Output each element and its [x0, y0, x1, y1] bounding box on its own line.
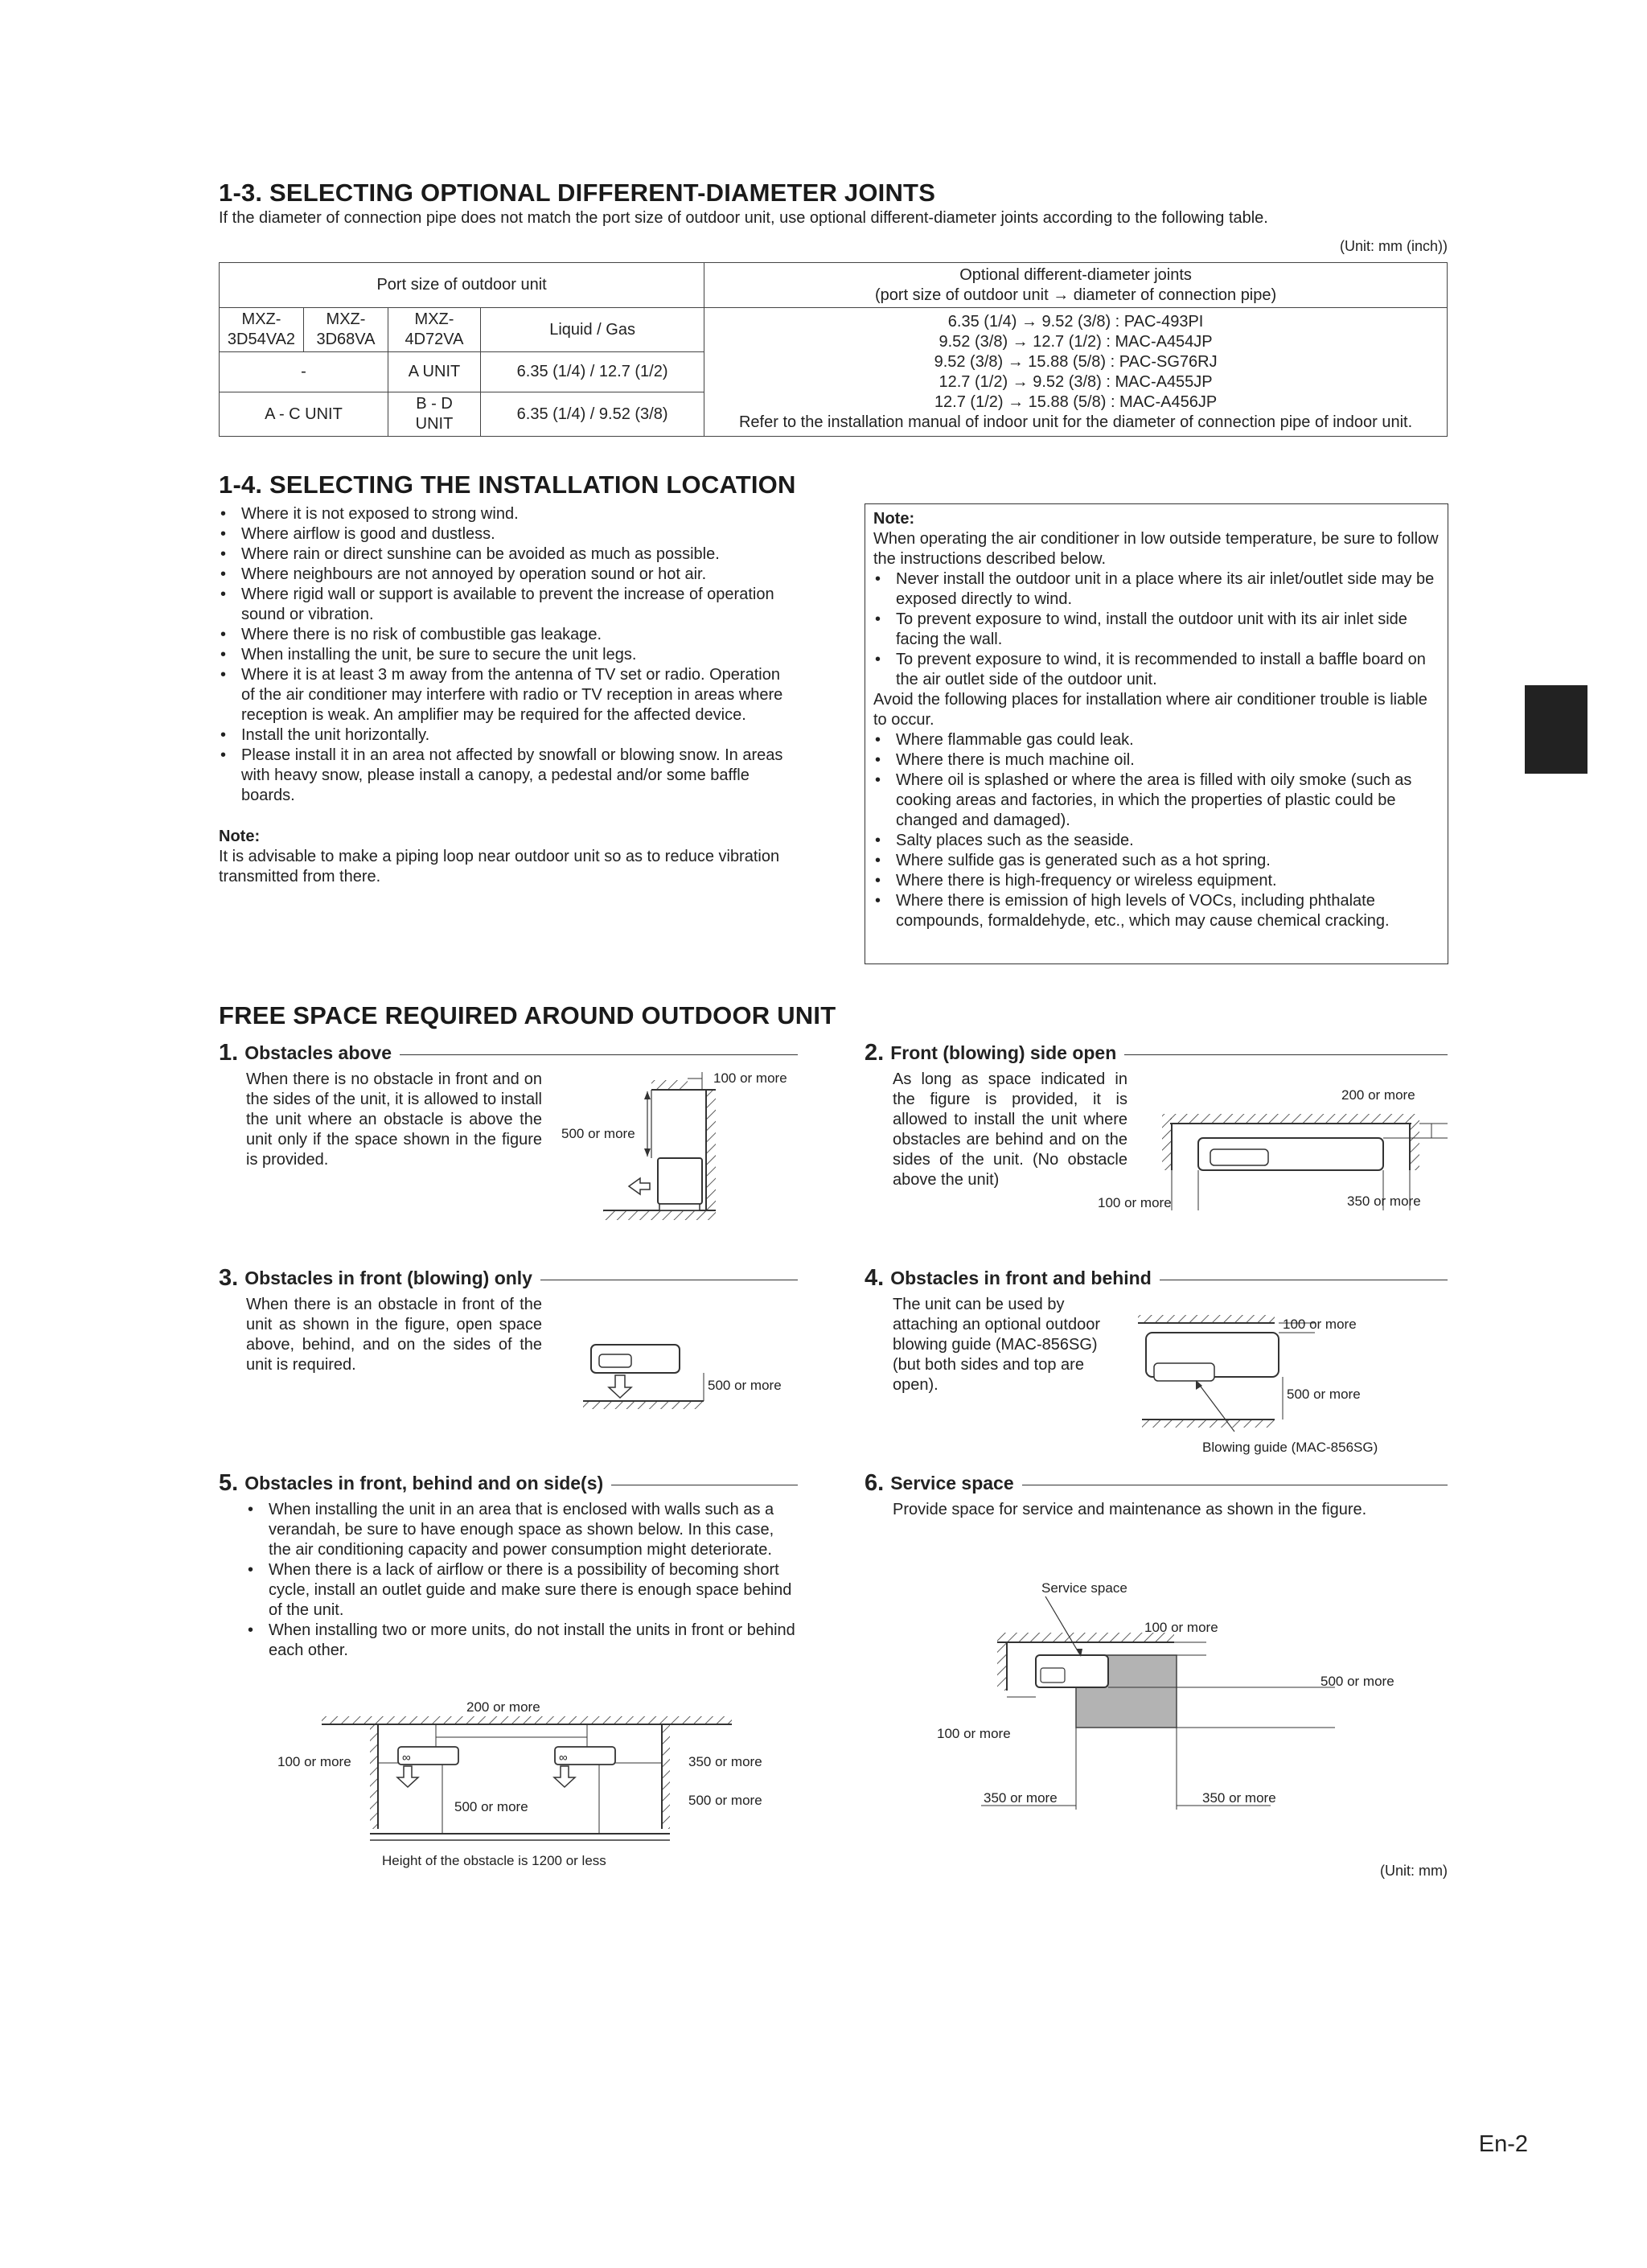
list-item: • Where airflow is good and dustless. — [219, 524, 796, 544]
label-500-or-more-5a: 500 or more — [454, 1799, 528, 1814]
list-item: • Never install the outdoor unit in a place where its air inlet/outlet side may be exposed directly to wind. — [873, 569, 1440, 610]
joints-table — [219, 262, 1448, 437]
label-350-or-more-6b: 350 or more — [1202, 1790, 1276, 1806]
liquid-gas-header: Liquid / Gas — [481, 308, 704, 352]
page-number: En-2 — [1478, 2131, 1528, 2157]
model-3d54va2: MXZ- 3D54VA2 — [220, 308, 304, 352]
label-500-or-more-5b: 500 or more — [688, 1793, 762, 1808]
list-item: • Where flammable gas could leak. — [873, 730, 1440, 750]
front-side-open-heading: 2. Front (blowing) side open — [865, 1040, 1448, 1066]
section-1-3-intro: If the diameter of connection pipe does not match the port size of outdoor unit, use optional different-diameter joints according to the following table. — [219, 209, 1268, 227]
list-item: • When installing the unit in an area that is enclosed with walls such as a verandah, be sure to have enough space as shown below. In this case, the air conditioning capacity and power consumption might deteriorate. — [246, 1500, 798, 1560]
row2-unit-bd: B - D UNIT — [388, 392, 481, 437]
front-only-heading: 3. Obstacles in front (blowing) only — [219, 1265, 798, 1292]
location-bullets — [219, 504, 796, 806]
label-100-or-more-6a: 100 or more — [1144, 1620, 1218, 1635]
joints-list-cell: 6.35 (1/4) → 9.52 (3/8) : PAC-493PI 9.52 (3/8) → 12.7 (1/2) : MAC-A454JP 9.52 (3/8) → 15.88 (5/8) : PAC-SG76RJ 12.7 (1/2) → 9.52 (3/8) : MAC-A455JP 12.7 (1/2) → 15.88 (5/8) : MAC-A456JP Refer to the installation manual of indoor unit for the diameter of connection pipe of indoor unit. — [704, 308, 1448, 437]
label-100-or-more-5: 100 or more — [277, 1754, 351, 1769]
obstacles-above-figure — [555, 1066, 796, 1235]
note-box-intro: When operating the air conditioner in low outside temperature, be sure to follow the instructions described below. — [873, 530, 1439, 568]
label-200-or-more: 200 or more — [1341, 1087, 1415, 1103]
label-100-or-more-2: 100 or more — [1098, 1195, 1172, 1210]
svg-text:∞: ∞ — [559, 1751, 568, 1765]
label-blowing-guide: Blowing guide (MAC-856SG) — [1202, 1440, 1378, 1455]
note-box-label: Note: — [873, 510, 915, 528]
model-4d72va: MXZ- 4D72VA — [388, 308, 481, 352]
front-behind-figure — [1122, 1299, 1452, 1460]
label-obstacle-height: Height of the obstacle is 1200 or less — [382, 1853, 606, 1868]
table-unit-note: (Unit: mm (inch)) — [1340, 238, 1448, 254]
free-space-title: FREE SPACE REQUIRED AROUND OUTDOOR UNIT — [219, 1001, 836, 1029]
section-1-4-title: 1-4. SELECTING THE INSTALLATION LOCATION — [219, 470, 796, 499]
front-behind-sides-heading: 5. Obstacles in front, behind and on side(s) — [219, 1470, 798, 1497]
front-behind-text: The unit can be used by attaching an optional outdoor blowing guide (MAC-856SG) (but both sides and top are open). — [893, 1296, 1100, 1394]
list-item: • When installing two or more units, do not install the units in front or behind each other. — [246, 1621, 798, 1661]
list-item: • Where there is no risk of combustible gas leakage. — [219, 625, 796, 645]
label-200-or-more-5: 200 or more — [466, 1699, 540, 1715]
list-item: • Where there is much machine oil. — [873, 750, 1440, 770]
label-100-or-more-6b: 100 or more — [937, 1726, 1011, 1741]
list-item: • Where oil is splashed or where the area is filled with oily smoke (such as cooking areas and factories, in which the properties of plastic could be changed and damaged). — [873, 770, 1440, 831]
list-item: • Salty places such as the seaside. — [873, 831, 1440, 851]
optional-joints-header: Optional different-diameter joints (port size of outdoor unit → diameter of connection pipe) — [704, 263, 1448, 308]
list-item: • Where there is high-frequency or wireless equipment. — [873, 871, 1440, 891]
row2-size: 6.35 (1/4) / 9.52 (3/8) — [481, 392, 704, 437]
list-item: • Where rain or direct sunshine can be avoided as much as possible. — [219, 544, 796, 565]
note-box — [865, 503, 1448, 964]
list-item: • Where there is emission of high levels of VOCs, including phthalate compounds, formaldehyde, etc., which may cause chemical cracking. — [873, 891, 1440, 931]
list-item: • Where rigid wall or support is available to prevent the increase of operation sound or vibration. — [219, 585, 796, 625]
row1-models: - — [220, 352, 388, 392]
list-item: • When there is a lack of airflow or there is a possibility of becoming short cycle, install an outlet guide and make sure there is enough space behind of the unit. — [246, 1560, 798, 1621]
service-space-figure — [933, 1568, 1448, 1810]
note-box-avoid: Avoid the following places for installation where air conditioner trouble is liable to occur. — [873, 691, 1427, 729]
front-only-text: When there is an obstacle in front of the unit as shown in the figure, open space above, behind, and on the sides of the unit is required. — [246, 1296, 542, 1374]
note-label: Note: — [219, 828, 261, 845]
unit-mm-note: (Unit: mm) — [1380, 1863, 1448, 1879]
model-3d68va: MXZ- 3D68VA — [304, 308, 388, 352]
row1-unit: A UNIT — [388, 352, 481, 392]
port-size-header: Port size of outdoor unit — [220, 263, 704, 308]
row2-unit-ac: A - C UNIT — [220, 392, 388, 437]
label-500-or-more-6: 500 or more — [1320, 1674, 1394, 1689]
front-behind-sides-figure — [273, 1689, 796, 1874]
front-side-open-text: As long as space indicated in the figure is provided, it is allowed to install the unit where obstacles are behind and on the sides of the unit. (No obstacle above the unit) — [893, 1070, 1127, 1189]
list-item: • When installing the unit, be sure to secure the unit legs. — [219, 645, 796, 665]
label-500-or-more-4: 500 or more — [1287, 1387, 1361, 1402]
chapter-tab-marker — [1525, 685, 1587, 774]
list-item: • Where neighbours are not annoyed by operation sound or hot air. — [219, 565, 796, 585]
obstacles-above-heading: 1. Obstacles above — [219, 1040, 798, 1066]
label-service-space: Service space — [1041, 1580, 1127, 1596]
note-text: It is advisable to make a piping loop near outdoor unit so as to reduce vibration transmitted from there. — [219, 848, 780, 885]
label-500-or-more-3: 500 or more — [708, 1378, 782, 1393]
list-item: • To prevent exposure to wind, install the outdoor unit with its air inlet side facing the wall. — [873, 610, 1440, 650]
list-item: • Where it is at least 3 m away from the antenna of TV set or radio. Operation of the air conditioner may interfere with radio or TV reception in areas where reception is weak. An amplifier may be required for the affected device. — [219, 665, 796, 725]
label-500-or-more: 500 or more — [561, 1126, 635, 1141]
list-item: • Install the unit horizontally. — [219, 725, 796, 746]
front-only-figure — [583, 1327, 808, 1415]
label-350-or-more: 350 or more — [1347, 1194, 1421, 1209]
list-item: • To prevent exposure to wind, it is recommended to install a baffle board on the air outlet side of the outdoor unit. — [873, 650, 1440, 690]
note-box-list-1 — [873, 569, 1440, 690]
front-behind-sides-bullets — [246, 1500, 798, 1661]
front-behind-heading: 4. Obstacles in front and behind — [865, 1265, 1448, 1292]
label-350-or-more-6a: 350 or more — [984, 1790, 1058, 1806]
label-100-or-more: 100 or more — [713, 1070, 787, 1086]
row1-size: 6.35 (1/4) / 12.7 (1/2) — [481, 352, 704, 392]
service-space-text: Provide space for service and maintenance as shown in the figure. — [893, 1501, 1367, 1518]
list-item: • Where it is not exposed to strong wind. — [219, 504, 796, 524]
service-space-heading: 6. Service space — [865, 1470, 1448, 1497]
svg-text:∞: ∞ — [402, 1751, 411, 1765]
list-item: • Where sulfide gas is generated such as a hot spring. — [873, 851, 1440, 871]
front-side-open-figure — [1094, 1082, 1448, 1222]
section-1-3-title: 1-3. SELECTING OPTIONAL DIFFERENT-DIAMETER JOINTS — [219, 179, 936, 207]
label-100-or-more-4: 100 or more — [1283, 1317, 1357, 1332]
obstacles-above-text: When there is no obstacle in front and on the sides of the unit, it is allowed to install the unit where an obstacle is above the unit only if the space shown in the figure is provided. — [246, 1070, 542, 1169]
note-box-list-2 — [873, 730, 1440, 931]
list-item: • Please install it in an area not affected by snowfall or blowing snow. In areas with heavy snow, please install a canopy, a pedestal and/or some baffle boards. — [219, 746, 796, 806]
label-350-or-more-5: 350 or more — [688, 1754, 762, 1769]
